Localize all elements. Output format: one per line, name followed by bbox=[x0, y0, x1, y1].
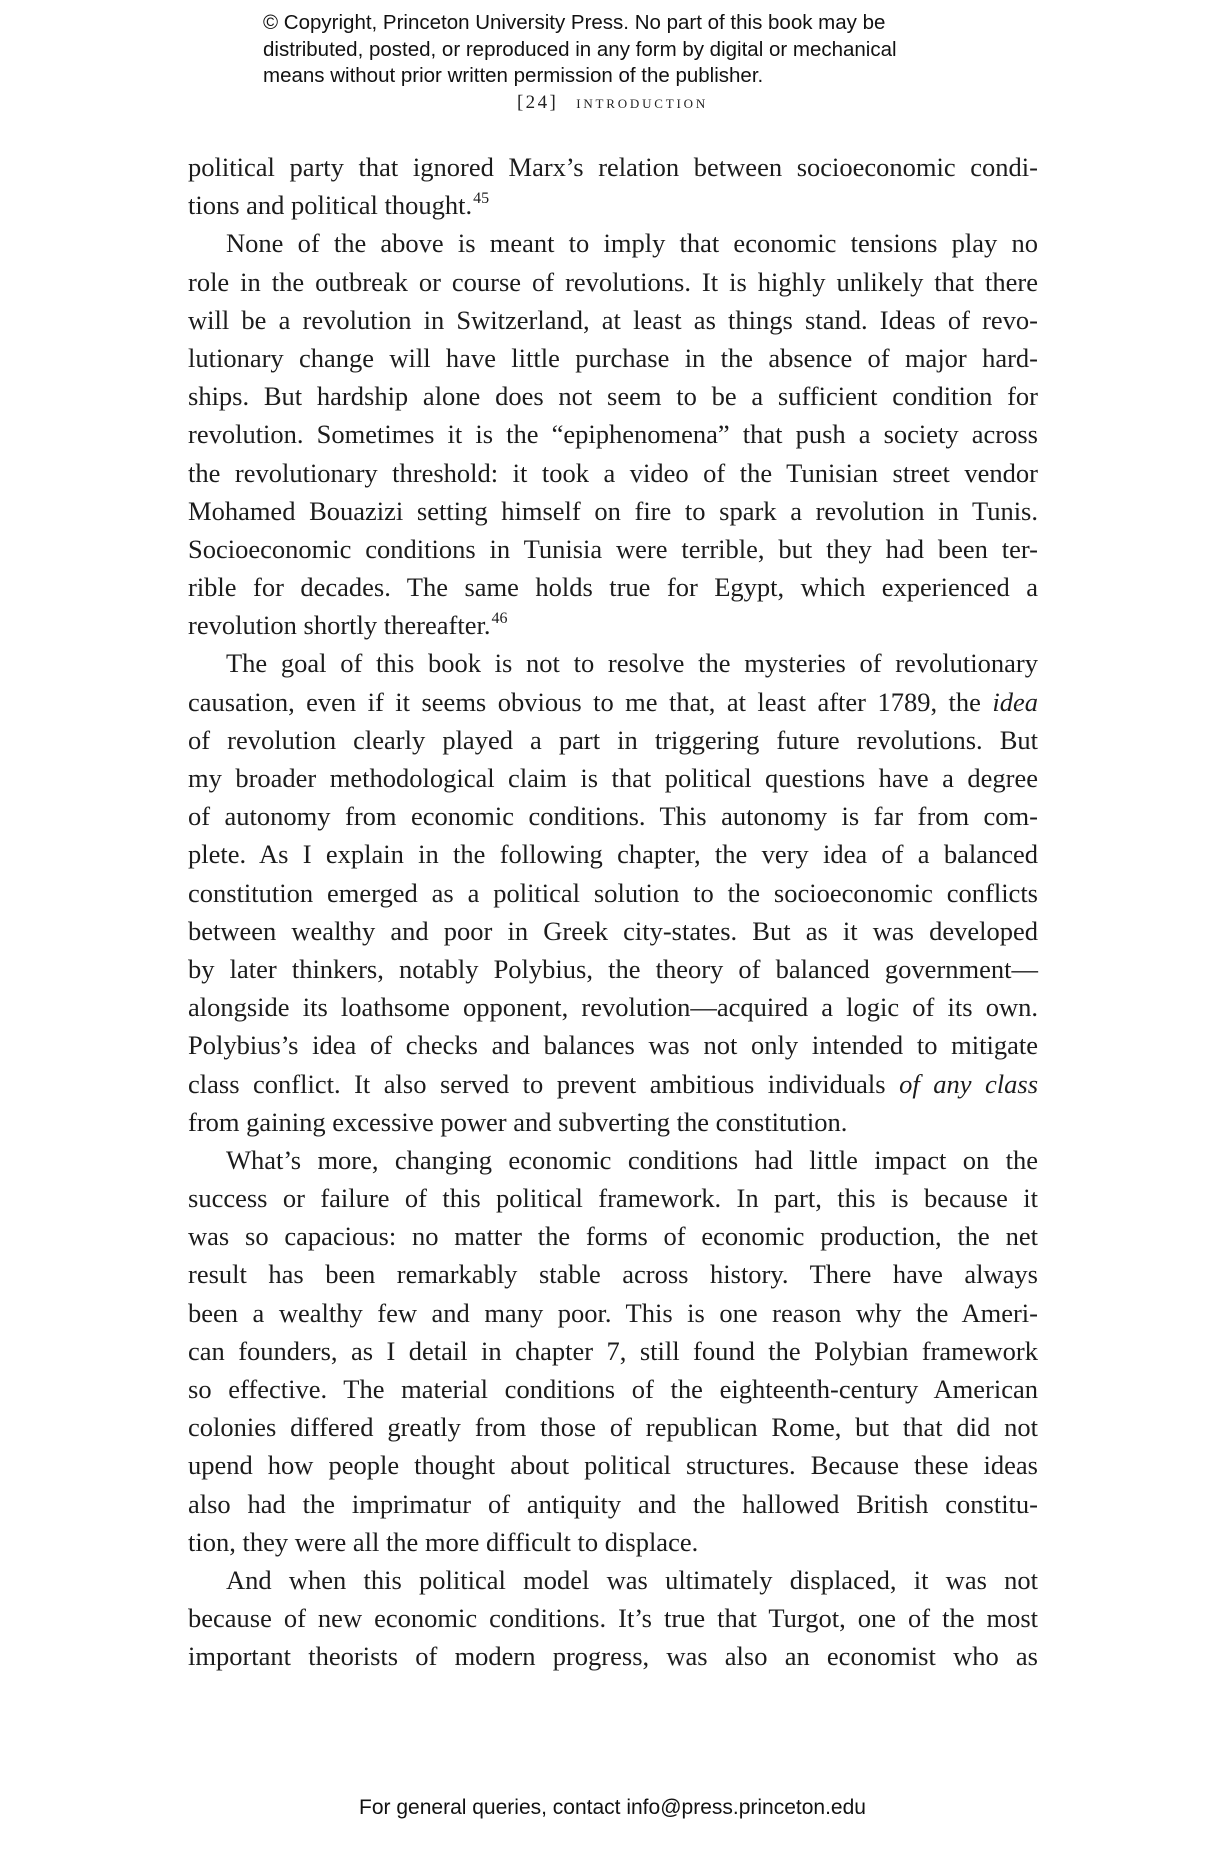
text-line: political party that ignored Marx’s relation between socioeconomic condi- bbox=[188, 152, 1038, 182]
text-line: upend how people thought about political structures. Because these ideas bbox=[188, 1450, 1038, 1481]
text-line: so effective. The material conditions of the eighteenth-century American bbox=[188, 1374, 1038, 1404]
text-line: lutionary change will have little purchase in the absence of major hard- bbox=[188, 342, 1038, 373]
text-line: success or failure of this political framework. In part, this is because it bbox=[188, 1183, 1038, 1214]
text-line: revolution. Sometimes it is the “epiphenomena” that push a society across bbox=[188, 419, 1038, 450]
copyright-line: means without prior written permission of the publisher. bbox=[263, 64, 764, 87]
text-line: will be a revolution in Switzerland, at least as things stand. Ideas of revo- bbox=[188, 304, 1038, 335]
text-line: Polybius’s idea of checks and balances was not only intended to mitigate bbox=[188, 1030, 1038, 1061]
copyright-line: © Copyright, Princeton University Press. No part of this book may be bbox=[263, 11, 886, 34]
text-line: plete. As I explain in the following chapter, the very idea of a balanced bbox=[188, 839, 1038, 870]
text-line: And when this political model was ultimately displaced, it was not bbox=[226, 1564, 1038, 1595]
text-line: The goal of this book is not to resolve the mysteries of revolutionary bbox=[226, 648, 1038, 679]
footer-contact: For general queries, contact info@press.princeton.edu bbox=[359, 1796, 866, 1819]
text-line: class conflict. It also served to prevent ambitious individuals of any class bbox=[188, 1068, 1039, 1099]
text-line: tions and political thought.$^{45}$ bbox=[188, 190, 490, 221]
text-line: the revolutionary threshold: it took a video of the Tunisian street vendor bbox=[188, 457, 1038, 488]
text-line: rible for decades. The same holds true for Egypt, which experienced a bbox=[188, 572, 1038, 603]
text-line: None of the above is meant to imply that economic tensions play no bbox=[226, 228, 1038, 259]
text-line: can founders, as I detail in chapter 7, still found the Polybian framework bbox=[188, 1335, 1038, 1366]
copyright-notice bbox=[263, 10, 983, 90]
text-line: colonies differed greatly from those of republican Rome, but that did not bbox=[188, 1412, 1038, 1443]
footnote-ref[interactable]: 46 bbox=[491, 610, 508, 628]
text-line: Mohamed Bouazizi setting himself on fire to spark a revolution in Tunis. bbox=[188, 495, 1038, 526]
text-line: role in the outbreak or course of revolutions. It is highly unlikely that there bbox=[188, 266, 1038, 297]
text-line: also had the imprimatur of antiquity and the hallowed British constitu- bbox=[188, 1488, 1038, 1519]
footnote-ref[interactable]: 45 bbox=[473, 190, 490, 208]
text-line: between wealthy and poor in Greek city-states. But as it was developed bbox=[188, 915, 1038, 946]
text-line: from gaining excessive power and subverting the constitution. bbox=[188, 1106, 848, 1137]
copyright-line: distributed, posted, or reproduced in any form by digital or mechanical bbox=[263, 37, 897, 61]
text-line: was so capacious: no matter the forms of economic production, the net bbox=[188, 1221, 1038, 1252]
text-line: causation, even if it seems obvious to me that, at least after 1789, the idea bbox=[188, 686, 1038, 717]
text-line: of autonomy from economic conditions. This autonomy is far from com- bbox=[188, 801, 1038, 832]
text-line: tion, they were all the more difficult to displace. bbox=[188, 1526, 699, 1557]
text-line: important theorists of modern progress, was also an economist who as bbox=[188, 1641, 1038, 1672]
text-line: by later thinkers, notably Polybius, the theory of balanced government— bbox=[188, 953, 1038, 984]
text-line: because of new economic conditions. It’s true that Turgot, one of the most bbox=[188, 1603, 1038, 1634]
text-line: of revolution clearly played a part in triggering future revolutions. But bbox=[188, 724, 1038, 755]
text-line: Socioeconomic conditions in Tunisia were terrible, but they had been ter- bbox=[188, 533, 1038, 564]
text-line: been a wealthy few and many poor. This is one reason why the Ameri- bbox=[188, 1297, 1038, 1328]
text-line: my broader methodological claim is that political questions have a degree bbox=[188, 763, 1038, 793]
italic-emphasis: of any class bbox=[899, 1068, 1039, 1099]
body-text bbox=[188, 148, 1038, 1676]
text-line: What’s more, changing economic conditions had little impact on the bbox=[226, 1144, 1038, 1175]
text-line: constitution emerged as a political solution to the socioeconomic conflicts bbox=[188, 877, 1038, 908]
running-head bbox=[0, 92, 1225, 114]
page-number: [24] bbox=[516, 92, 559, 113]
section-title: introduction bbox=[576, 92, 709, 113]
text-line: result has been remarkably stable across history. There have always bbox=[188, 1259, 1038, 1290]
text-line: revolution shortly thereafter.$^{46}$ bbox=[188, 610, 508, 641]
text-line: ships. But hardship alone does not seem to be a sufficient condition for bbox=[188, 381, 1038, 412]
italic-emphasis: idea bbox=[992, 686, 1038, 717]
text-line: alongside its loathsome opponent, revolution—acquired a logic of its own. bbox=[188, 992, 1038, 1023]
